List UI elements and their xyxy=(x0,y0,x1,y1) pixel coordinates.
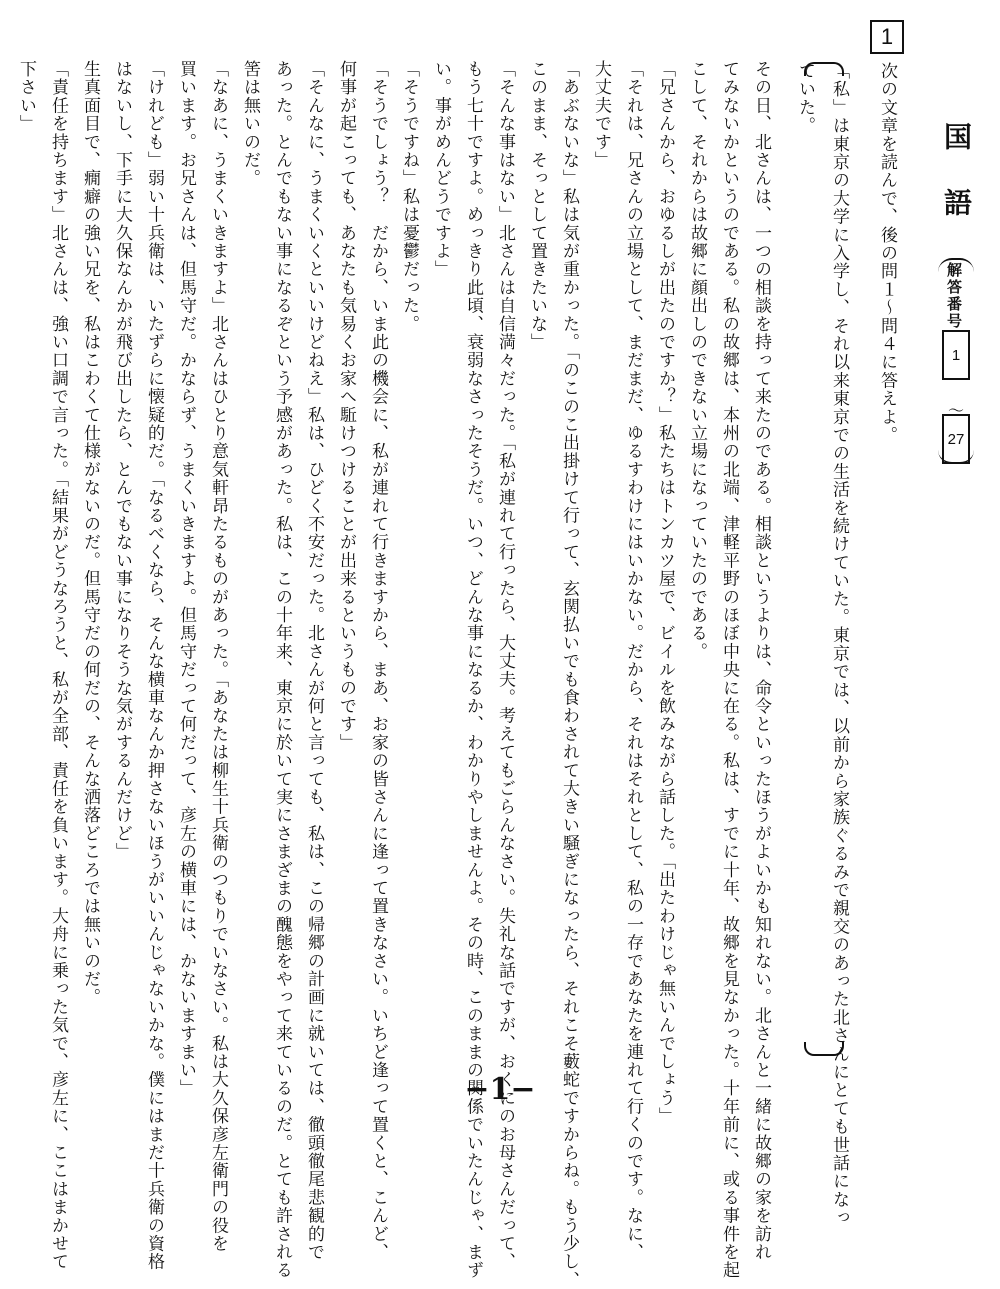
body-line: 何事が起こっても、あなたも気易くお家へ駈けつけることが出来るというものです」 xyxy=(336,60,356,752)
body-line: 大丈夫です」 xyxy=(591,60,611,170)
body-line: はないし、下手に大久保なんかが飛び出したら、とんでもない事になりそうな気がするんだけど」 xyxy=(112,60,132,861)
body-line: あった。とんでもない事になるぞという予感があった。私は、この十年来、東京に於いて実にさまざまの醜態をやって来ているのだ。とても許される xyxy=(272,60,292,1280)
body-line: 「そうでしょう？ だから、いま此の機会に、私が連れて行きますから、まあ、お家の皆さんに逢って置きなさい。いちど逢って置くと、こんど、 xyxy=(368,60,388,1262)
body-line: 「兄さんから、おゆるしが出たのですか？」私たちはトンカツ屋で、ビイルを飲みながら話した。「出たわけじゃ無いんでしょう」 xyxy=(655,60,675,1126)
body-line: い。事がめんどうですよ」 xyxy=(431,60,451,279)
answer-start-box: 1 xyxy=(942,330,970,380)
body-line: 「あぶないな」私は気が重かった。「のこのこ出掛けて行って、玄関払いでも食わされて大きい騒ぎになったら、それこそ藪蛇ですからね。もう少し、 xyxy=(559,60,579,1289)
intro-line: 「私」は東京の大学に入学し、それ以来東京での生活を続けていた。東京では、以前から家族ぐるみで親交のあった北さんにとても世話になっ xyxy=(829,62,849,1227)
body-line: その日、北さんは、一つの相談を持って来たのである。相談というよりは、命令といったほうがよいかも知れない。北さんと一緒に故郷の家を訪れ xyxy=(751,60,771,1262)
body-line: このまま、そっとして置きたいな」 xyxy=(527,60,547,352)
body-line: 下さい」 xyxy=(16,60,36,133)
answer-range-tilde: 〜 xyxy=(948,401,965,420)
body-line: 「それは、兄さんの立場として、まだまだ、ゆるすわけにはいかない。だから、それはそれとして、私の一存であなたを連れて行くのです。なに、 xyxy=(623,60,643,1262)
body-line: 「そうですね」私は憂鬱だった。 xyxy=(399,60,419,333)
intro-line: ていた。 xyxy=(795,62,815,135)
body-line: 買います。お兄さんは、但馬守だ。かならず、うまくいきますよ。但馬守だって何だって、彦左の横車には、かないますまい」 xyxy=(176,60,196,1098)
body-line: こして、それからは故郷に顔出しのできない立場になっていたのである。 xyxy=(687,60,707,661)
intro-bracket-bottom xyxy=(804,1042,844,1056)
body-line: 筈は無いのだ。 xyxy=(240,60,260,188)
body-line: 生真面目で、癇癖の強い兄を、私はこわくて仕様がないのだ。但馬守だの何だの、そんな洒落どころでは無いのだ。 xyxy=(80,60,100,1007)
answer-number-label: 解答番号 xyxy=(945,262,963,330)
body-line: 「そんな事はない」北さんは自信満々だった。「私が連れて行ったら、大丈夫。考えてもごらんなさい。失礼な話ですが、おくにのお母さんだって、 xyxy=(495,60,515,1271)
body-line: 「そんなに、うまくいくといいけどねえ」私は、ひどく不安だった。北さんが何と言っても、私は、この帰郷の計画に就いては、徹頭徹尾悲観的で xyxy=(304,60,324,1262)
body-line: もう七十ですよ。めっきり此頃、衰弱なさったそうだ。いつ、どんな事になるか、わかりやしませんよ。その時、このままの関係でいたんじゃ、まず xyxy=(463,60,483,1280)
body-line: 「なあに、うまくいきますよ」北さんはひとり意気軒昂たるものがあった。「あなたは柳生十兵衛のつもりでいなさい。私は大久保彦左衛門の役を xyxy=(208,60,228,1253)
answer-end-box: 27 xyxy=(942,414,970,464)
body-line: てみないかというのである。私の故郷は、本州の北端、津軽平野のほぼ中央に在る。私は、すでに十年、故郷を見なかった。十年前に、或る事件を起 xyxy=(719,60,739,1280)
page-number: −1− xyxy=(464,1072,536,1107)
subject-title: 国語 xyxy=(940,122,973,254)
instruction-text: 次の文章を読んで、後の問１〜問４に答えよ。 xyxy=(877,62,897,445)
body-line: 「責任を持ちます」北さんは、強い口調で言った。「結果がどうなろうと、私が全部、責任を負います。大舟に乗った気で、彦左に、ここはまかせて xyxy=(48,60,68,1271)
question-number-box: 1 xyxy=(870,20,904,54)
body-line: 「けれども」弱い十兵衛は、いたずらに懐疑的だ。「なるべくなら、そんな横車なんか押さないほうがいいんじゃないかな。僕にはまだ十兵衛の資格 xyxy=(144,60,164,1271)
